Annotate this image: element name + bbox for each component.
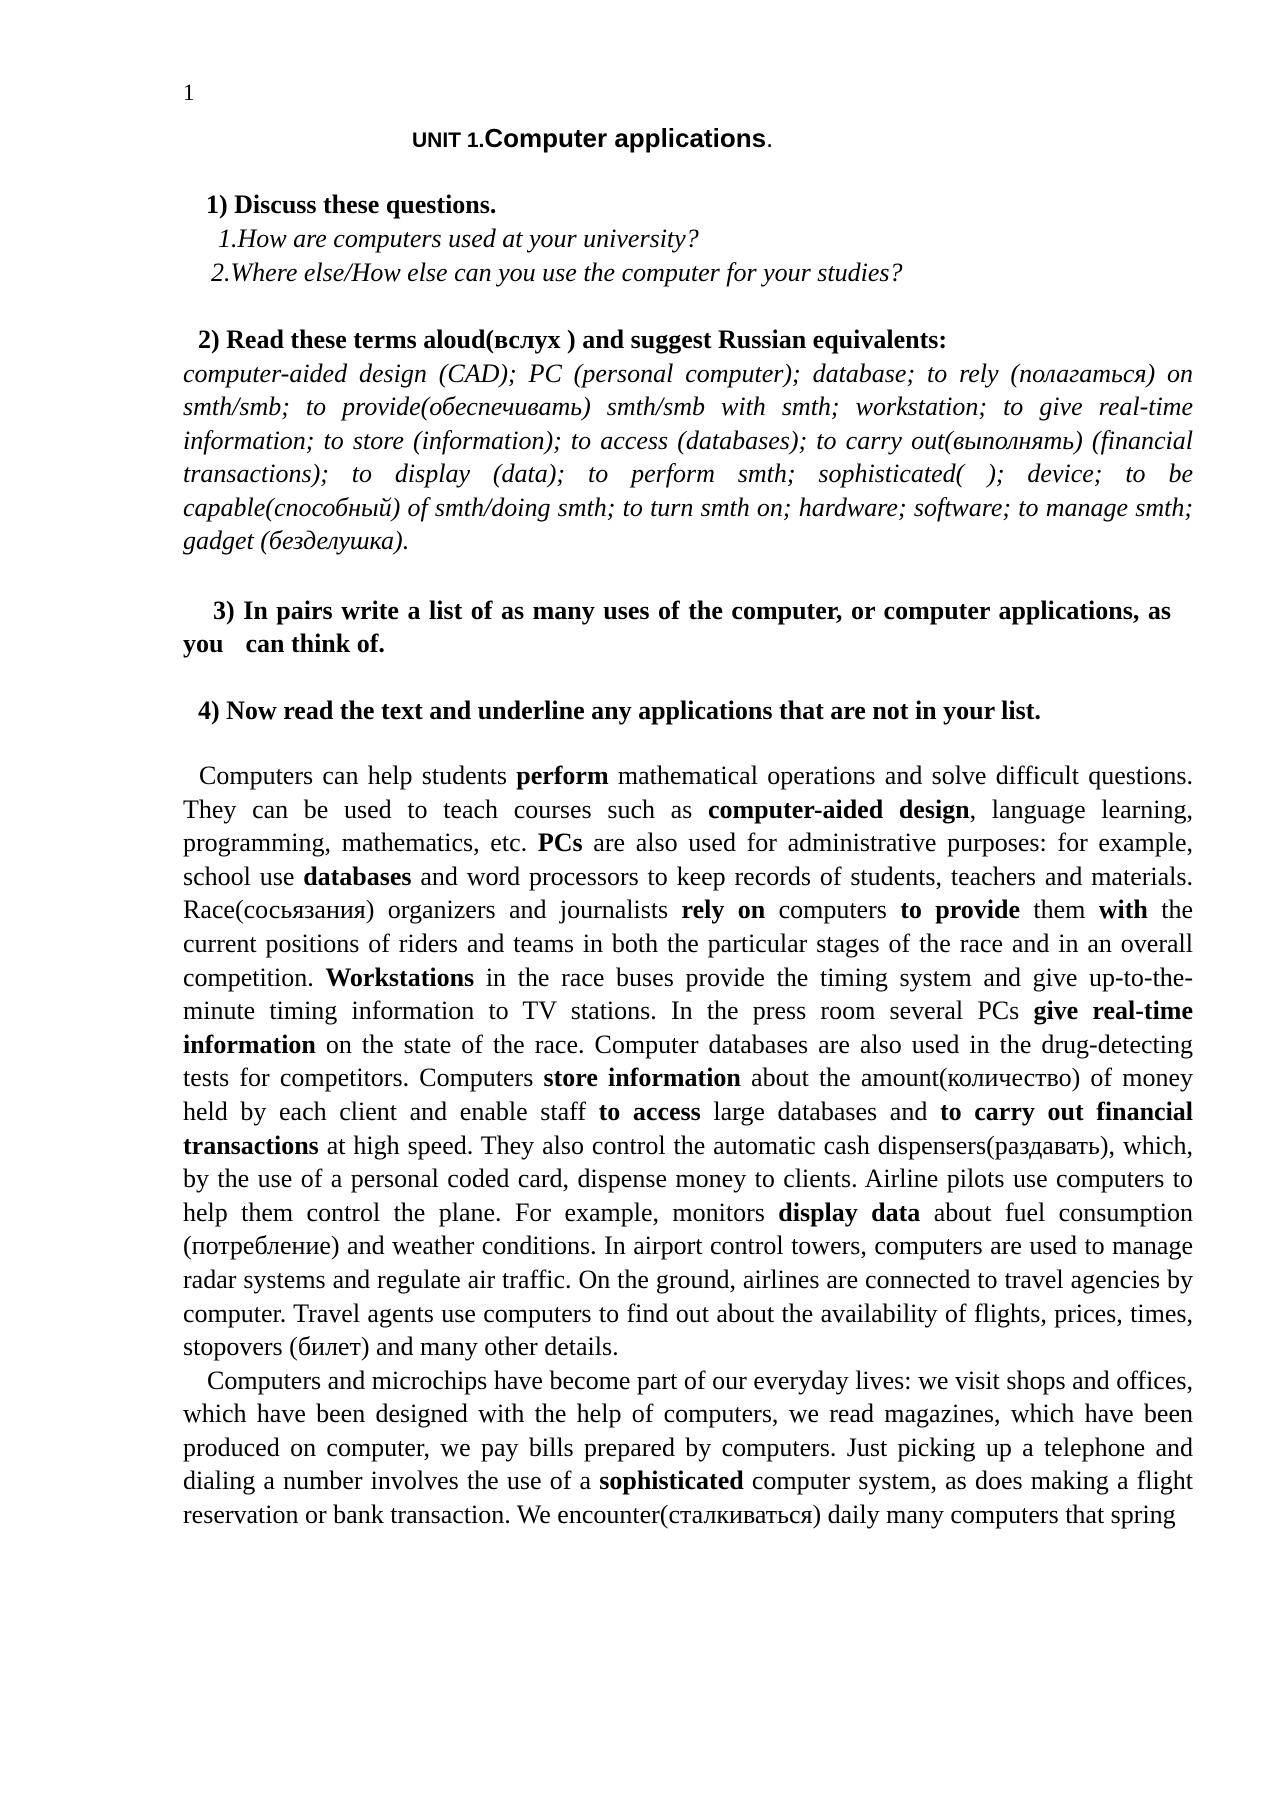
exercise-3-heading bbox=[183, 594, 1193, 660]
bold-term: with bbox=[1098, 895, 1148, 925]
bold-term: computer-aided design bbox=[707, 794, 970, 824]
page-number: 1 bbox=[183, 80, 195, 105]
text-run: in the race buses provide the timing system and give up-to-the-minute timing information to TV stations. In the press room several PCs bbox=[183, 962, 1193, 1026]
exercise-2-heading: 2) Read these terms aloud(вслух ) and suggest Russian equivalents: bbox=[198, 325, 948, 354]
text-run: computers bbox=[765, 895, 901, 925]
bold-term: give real-time information bbox=[183, 996, 1193, 1059]
exercise-3-heading-part3: can think of. bbox=[245, 629, 385, 658]
reading-text bbox=[183, 759, 1193, 1532]
text-run: mathematical operations and solve difficult questions. They can be used to teach courses such as bbox=[183, 761, 1193, 824]
text-run: them bbox=[1020, 895, 1099, 925]
bold-term: to provide bbox=[900, 895, 1021, 925]
bold-term: display data bbox=[778, 1197, 921, 1227]
bold-term: store information bbox=[543, 1063, 741, 1093]
text-run: the current positions of riders and teams in both the particular stages of the race and in an overall competition. bbox=[183, 895, 1193, 992]
bold-term: perform bbox=[516, 761, 609, 790]
exercise-3-heading-part1: 3) In pairs write a list of as many uses of the computer, or computer applications, as bbox=[213, 596, 1171, 625]
unit-label: UNIT 1. bbox=[412, 129, 485, 152]
text-run: about the amount(количество) of money held by each client and enable staff bbox=[183, 1063, 1194, 1126]
terms-text: computer-aided design (CAD); PC (personal computer); database; to rely (полагаться) on smth/smb; to provide(обеспечивать) smth/smb with smth; workstation; to give real-time information; to store (information); to access (databases); to carry out(выполнять) (financial transactions); to display (data); to perform smth; sophisticated( ); device; to be capable(способный) of smth/doing smth; to turn smth on; hardware; software; to manage smth; gadget (безделушка). bbox=[183, 359, 1193, 556]
exercise-3-heading-part2: you bbox=[183, 629, 224, 658]
paragraph-2 bbox=[183, 1364, 1193, 1532]
exercise-1-heading: 1) Discuss these questions. bbox=[206, 190, 497, 219]
bold-term: PCs bbox=[537, 828, 583, 858]
bold-term: sophisticated bbox=[599, 1466, 744, 1496]
question-1: 1.How are computers used at your university? bbox=[218, 224, 699, 253]
question-2: 2.Where else/How else can you use the computer for your studies? bbox=[211, 258, 903, 287]
paragraph-1 bbox=[183, 759, 1193, 1364]
title-main: Computer applications bbox=[484, 123, 767, 153]
terms-list bbox=[183, 357, 1193, 557]
bold-term: databases bbox=[303, 861, 412, 891]
text-run: are also used for administrative purposes: for example, school use bbox=[183, 828, 1194, 891]
bold-term: to access bbox=[598, 1096, 701, 1126]
text-run: and word processors to keep records of students, teachers and materials. Race(сосьязания) organizers and journalists bbox=[183, 861, 1193, 925]
text-run: large databases and bbox=[700, 1096, 940, 1126]
title-end: . bbox=[766, 123, 774, 153]
bold-term: to carry out financial transactions bbox=[183, 1096, 1194, 1160]
text-run: computer system, as does making a flight reservation or bank transaction. We encounter(сталкиваться) daily many computers that spring bbox=[183, 1466, 1193, 1530]
text-run: Computers can help students bbox=[199, 761, 517, 790]
text-run: , language learning, programming, mathematics, etc. bbox=[183, 794, 1193, 858]
text-run: at high speed. They also control the automatic cash dispensers(раздавать), which, by the use of a personal coded card, dispense money to clients. Airline pilots use computers to help them control the plane. For example, monitors bbox=[183, 1130, 1193, 1227]
bold-term: Workstations bbox=[325, 962, 475, 992]
exercise-4-heading: 4) Now read the text and underline any applications that are not in your list. bbox=[198, 696, 1041, 725]
page-title bbox=[412, 120, 773, 159]
text-run: Computers and microchips have become part of our everyday lives: we visit shops and offices, which have been designed with the help of computers, we read magazines, which have been produced on computer, we pay bills prepared by computers. Just picking up a telephone and dialing a number involves the use of a bbox=[183, 1365, 1193, 1496]
bold-term: rely on bbox=[681, 895, 766, 925]
text-run: about fuel consumption (потребление) and weather conditions. In airport control towers, computers are used to manage radar systems and regulate air traffic. On the ground, airlines are connected to travel agencies by computer. Travel agents use computers to find out about the availability of flights, prices, times, stopovers (билет) and many other details. bbox=[183, 1197, 1194, 1362]
text-run: on the state of the race. Computer databases are also used in the drug-detecting tests for competitors. Computers bbox=[183, 1029, 1193, 1093]
